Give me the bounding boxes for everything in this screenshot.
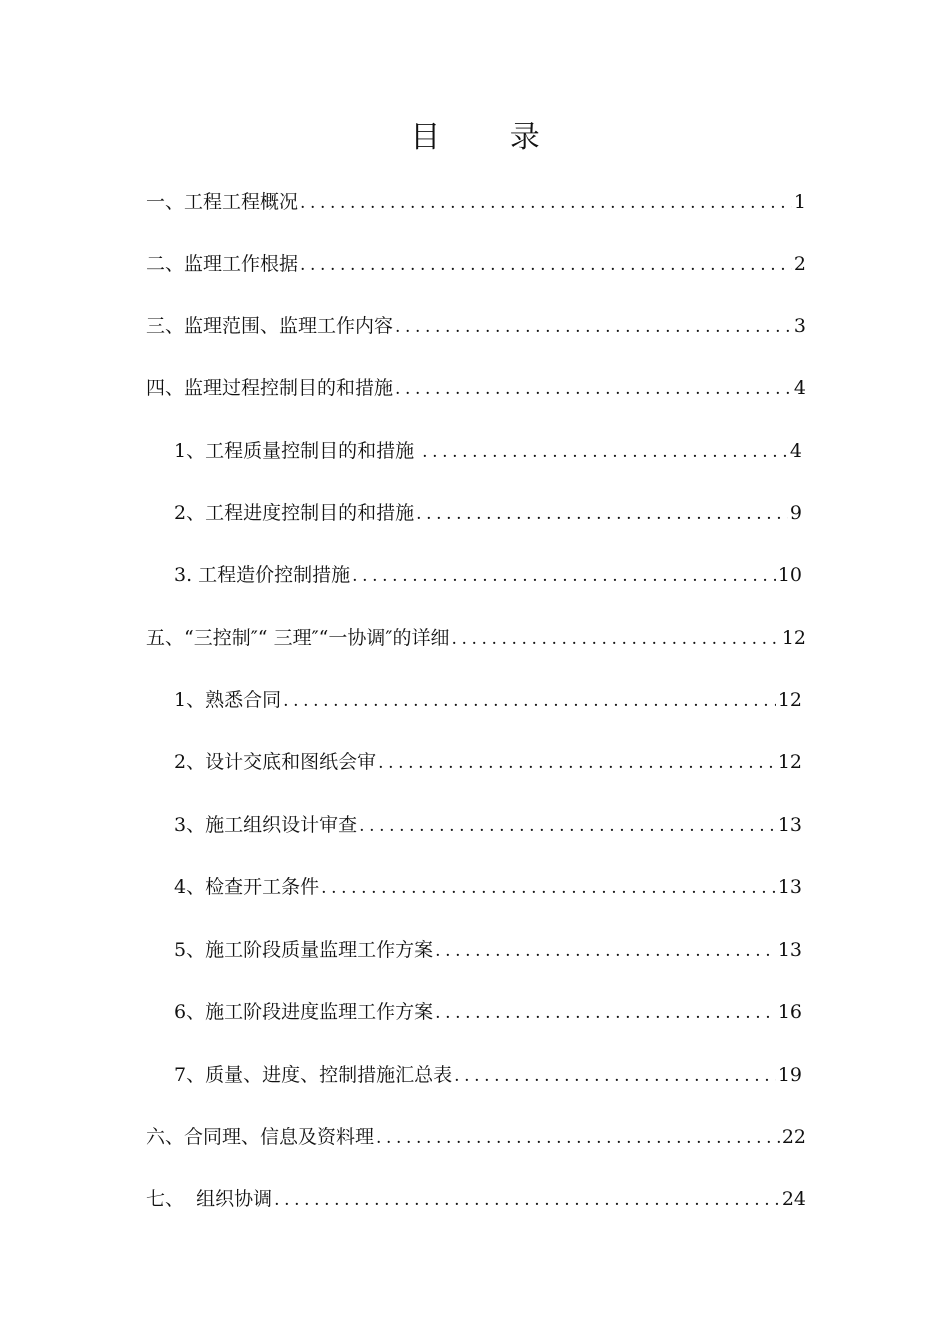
toc-leader-dots <box>321 872 776 904</box>
toc-entry-label: 2、工程进度控制目的和措施 <box>174 502 415 524</box>
toc-entry <box>174 934 802 966</box>
toc-entry <box>146 186 806 218</box>
toc-entry <box>146 622 806 654</box>
toc-entry-page: 12 <box>777 751 802 773</box>
toc-leader-dots <box>454 1060 776 1092</box>
toc-entry-page: 13 <box>777 939 802 961</box>
toc-entry-label: 四、监理过程控制目的和措施 <box>146 377 394 399</box>
toc-leader-dots <box>283 685 776 717</box>
toc-entry-label: 4、检查开工条件 <box>174 876 320 898</box>
toc-leader-dots <box>300 249 792 281</box>
toc-leader-dots <box>416 498 788 530</box>
toc-entry <box>174 684 802 716</box>
toc-entry-label: 三、监理范围、监理工作内容 <box>146 315 394 337</box>
toc-entry-page: 3 <box>793 315 806 337</box>
toc-entry <box>174 435 802 467</box>
toc-entry <box>146 310 806 342</box>
toc-title: 目 录 <box>410 120 570 155</box>
toc-leader-dots <box>422 436 788 468</box>
toc-entry-page: 1 <box>793 191 806 213</box>
toc-entry-label: 3、施工组织设计审查 <box>174 814 358 836</box>
toc-entry-label: 1、熟悉合同 <box>174 689 282 711</box>
toc-entry <box>146 372 806 404</box>
toc-entry-label: 六、合同理、信息及资料理 <box>146 1126 375 1148</box>
toc-entry-label: 1、工程质量控制目的和措施 <box>174 440 421 462</box>
toc-leader-dots <box>274 1184 780 1216</box>
toc-entry-page: 12 <box>777 689 802 711</box>
toc-leader-dots <box>395 373 792 405</box>
toc-entry-label: 二、监理工作根据 <box>146 253 299 275</box>
toc-entry <box>174 746 802 778</box>
toc-entry <box>146 1183 806 1215</box>
toc-leader-dots <box>376 1122 780 1154</box>
toc-entry-page: 12 <box>781 627 806 649</box>
toc-entry-label: 5、施工阶段质量监理工作方案 <box>174 939 434 961</box>
toc-entry <box>146 248 806 280</box>
toc-entry <box>174 559 802 591</box>
toc-entry-page: 24 <box>781 1188 806 1210</box>
toc-entry-label: 7、质量、进度、控制措施汇总表 <box>174 1064 453 1086</box>
toc-entry <box>174 497 802 529</box>
toc-entry-page: 16 <box>777 1001 802 1023</box>
toc-entry-page: 2 <box>793 253 806 275</box>
toc-entry-label: 七、 组织协调 <box>146 1188 273 1210</box>
toc-entry-page: 4 <box>789 440 802 462</box>
toc-entry <box>174 809 802 841</box>
toc-entry-page: 13 <box>777 814 802 836</box>
toc-entry <box>174 1059 802 1091</box>
toc-entry-page: 10 <box>777 564 802 586</box>
toc-leader-dots <box>435 997 776 1029</box>
toc-leader-dots <box>378 747 776 779</box>
toc-entry-page: 19 <box>777 1064 802 1086</box>
toc-entry-label: 6、施工阶段进度监理工作方案 <box>174 1001 434 1023</box>
toc-leader-dots <box>352 560 776 592</box>
toc-entry-label: 一、工程工程概况 <box>146 191 299 213</box>
toc-entry-page: 13 <box>777 876 802 898</box>
toc-entry-page: 9 <box>789 502 802 524</box>
toc-leader-dots <box>300 187 792 219</box>
toc-leader-dots <box>435 935 776 967</box>
toc-entry-label: 3. 工程造价控制措施 <box>174 564 351 586</box>
toc-entry-label: 五、“三控制″“ 三理″“一协调″的详细 <box>146 627 450 649</box>
toc-entry <box>174 996 802 1028</box>
toc-entry <box>174 871 802 903</box>
toc-entry-page: 22 <box>781 1126 806 1148</box>
toc-leader-dots <box>359 810 776 842</box>
toc-entry-page: 4 <box>793 377 806 399</box>
toc-entry <box>146 1121 806 1153</box>
toc-entry-label: 2、设计交底和图纸会审 <box>174 751 377 773</box>
toc-leader-dots <box>451 623 779 655</box>
toc-leader-dots <box>395 311 792 343</box>
